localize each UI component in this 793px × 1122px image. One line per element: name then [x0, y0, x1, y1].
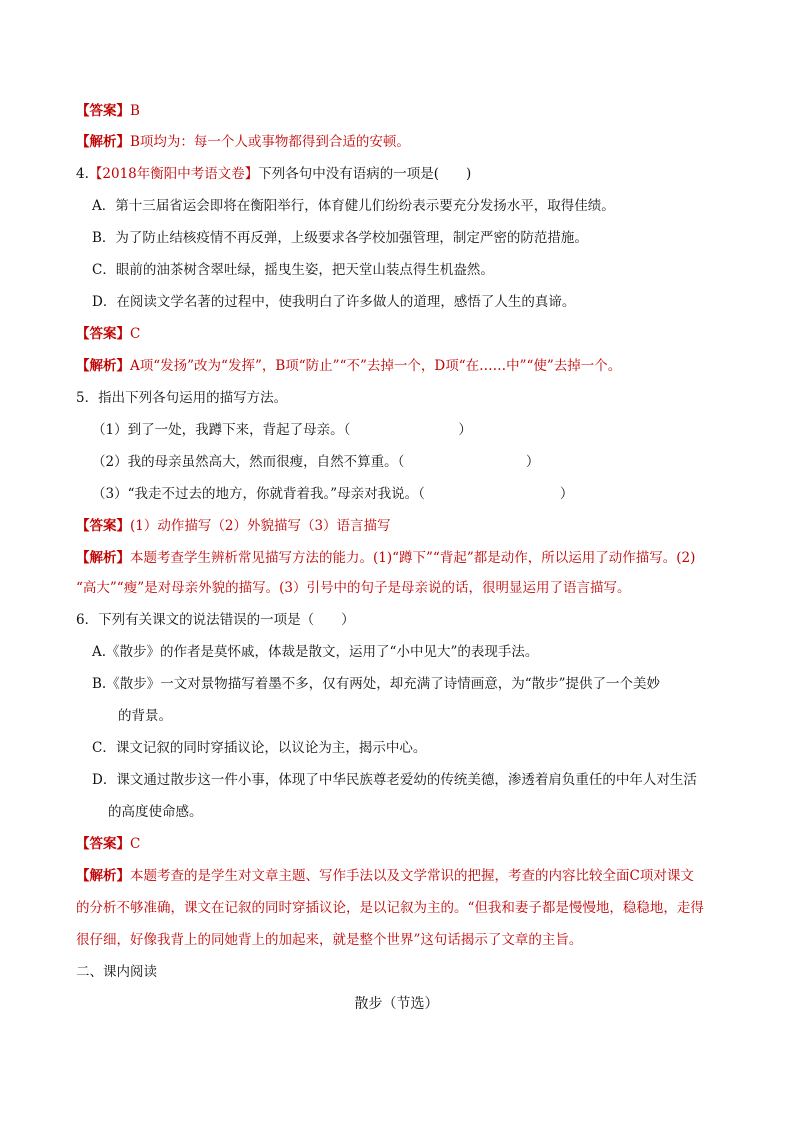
answer-line [76, 101, 140, 121]
explanation-text: 本题考查学生辨析常见描写方法的能力。(1)“蹲下”“背起”都是动作，所以运用了动作描写。(2) [130, 550, 696, 566]
option-d: D．课文通过散步这一件小事，体现了中华民族尊老爱幼的传统美德，渗透着肩负重任的中年人对生活 [92, 772, 697, 788]
question-6-stem: 6．下列有关课文的说法错误的一项是（ ） [76, 612, 355, 628]
option-b-continuation: 的背景。 [118, 708, 172, 724]
answer-tag: 【答案】 [76, 103, 130, 119]
answer-text: (1）动作描写（2）外貌描写（3）语言描写 [130, 518, 391, 534]
answer-tag: 【答案】 [76, 518, 130, 534]
option-b: B．为了防止结核疫情不再反弹，上级要求各学校加强管理，制定严密的防范措施。 [92, 230, 588, 246]
answer-line [76, 516, 391, 536]
option-d-continuation: 的高度使命感。 [108, 804, 203, 820]
answer-tag: 【答案】 [76, 326, 130, 342]
answer-line [76, 834, 140, 854]
question-number: 4. [76, 166, 89, 182]
answer-text: C [130, 326, 141, 342]
answer-text: C [130, 836, 141, 852]
option-c: C．眼前的油茶树含翠吐绿，摇曳生姿，把天堂山装点得生机盎然。 [92, 262, 494, 278]
explanation-line [76, 866, 694, 886]
question-5-item-1: （1）到了一处，我蹲下来，背起了母亲。（ ） [92, 422, 472, 438]
option-d: D．在阅读文学名著的过程中，使我明白了许多做人的道理，感悟了人生的真谛。 [92, 294, 576, 310]
explanation-tag: 【解析】 [76, 358, 130, 374]
explanation-line [76, 132, 410, 152]
explanation-continuation: 很仔细，好像我背上的同她背上的加起来，就是整个世界”这句话揭示了文章的主旨。 [76, 932, 583, 948]
section-heading: 二、课内阅读 [76, 964, 157, 980]
explanation-tag: 【解析】 [76, 550, 130, 566]
question-5-stem: 5．指出下列各句运用的描写方法。 [76, 390, 288, 406]
explanation-tag: 【解析】 [76, 134, 130, 150]
explanation-line [76, 356, 621, 376]
question-5-item-3: （3）“我走不过去的地方，你就背着我。”母亲对我说。（ ） [92, 486, 574, 502]
option-a: A.《散步》的作者是莫怀戚，体裁是散文，运用了“小中见大”的表现手法。 [92, 644, 539, 660]
option-b: B.《散步》一文对景物描写着墨不多，仅有两处，却充满了诗情画意，为“散步”提供了一个美妙 [92, 676, 661, 692]
explanation-tag: 【解析】 [76, 868, 130, 884]
explanation-text: 本题考查的是学生对文章主题、写作手法以及文学常识的把握，考查的内容比较全面C项对课文 [130, 868, 694, 884]
explanation-continuation: “高大”“瘦”是对母亲外貌的描写。(3）引号中的句子是母亲说的话，很明显运用了语言描写。 [76, 580, 631, 596]
option-a: A．第十三届省运会即将在衡阳举行，体育健儿们纷纷表示要充分发扬水平，取得佳绩。 [92, 198, 615, 214]
passage-title: 散步（节选） [354, 996, 439, 1012]
option-c: C．课文记叙的同时穿插议论，以议论为主，揭示中心。 [92, 740, 427, 756]
question-5-item-2: （2）我的母亲虽然高大，然而很瘦，自然不算重。（ ） [92, 454, 540, 470]
answer-text: B [130, 103, 140, 119]
explanation-line [76, 548, 695, 568]
answer-tag: 【答案】 [76, 836, 130, 852]
explanation-text: B项均为：每一个人或事物都得到合适的安顿。 [130, 134, 410, 150]
explanation-text: A项“发扬”改为“发挥”，B项“防止”“不”去掉一个，D项“在……中”“使”去掉一个。 [130, 358, 622, 374]
question-source: 【2018年衡阳中考语文卷】 [88, 166, 259, 182]
answer-line [76, 324, 140, 344]
question-text: 下列各句中没有语病的一项是( ) [258, 166, 472, 182]
explanation-continuation: 的分析不够准确，课文在记叙的同时穿插议论，是以记叙为主的。“但我和妻子都是慢慢地，稳稳地，走得 [76, 900, 704, 916]
question-4-stem [76, 164, 471, 184]
